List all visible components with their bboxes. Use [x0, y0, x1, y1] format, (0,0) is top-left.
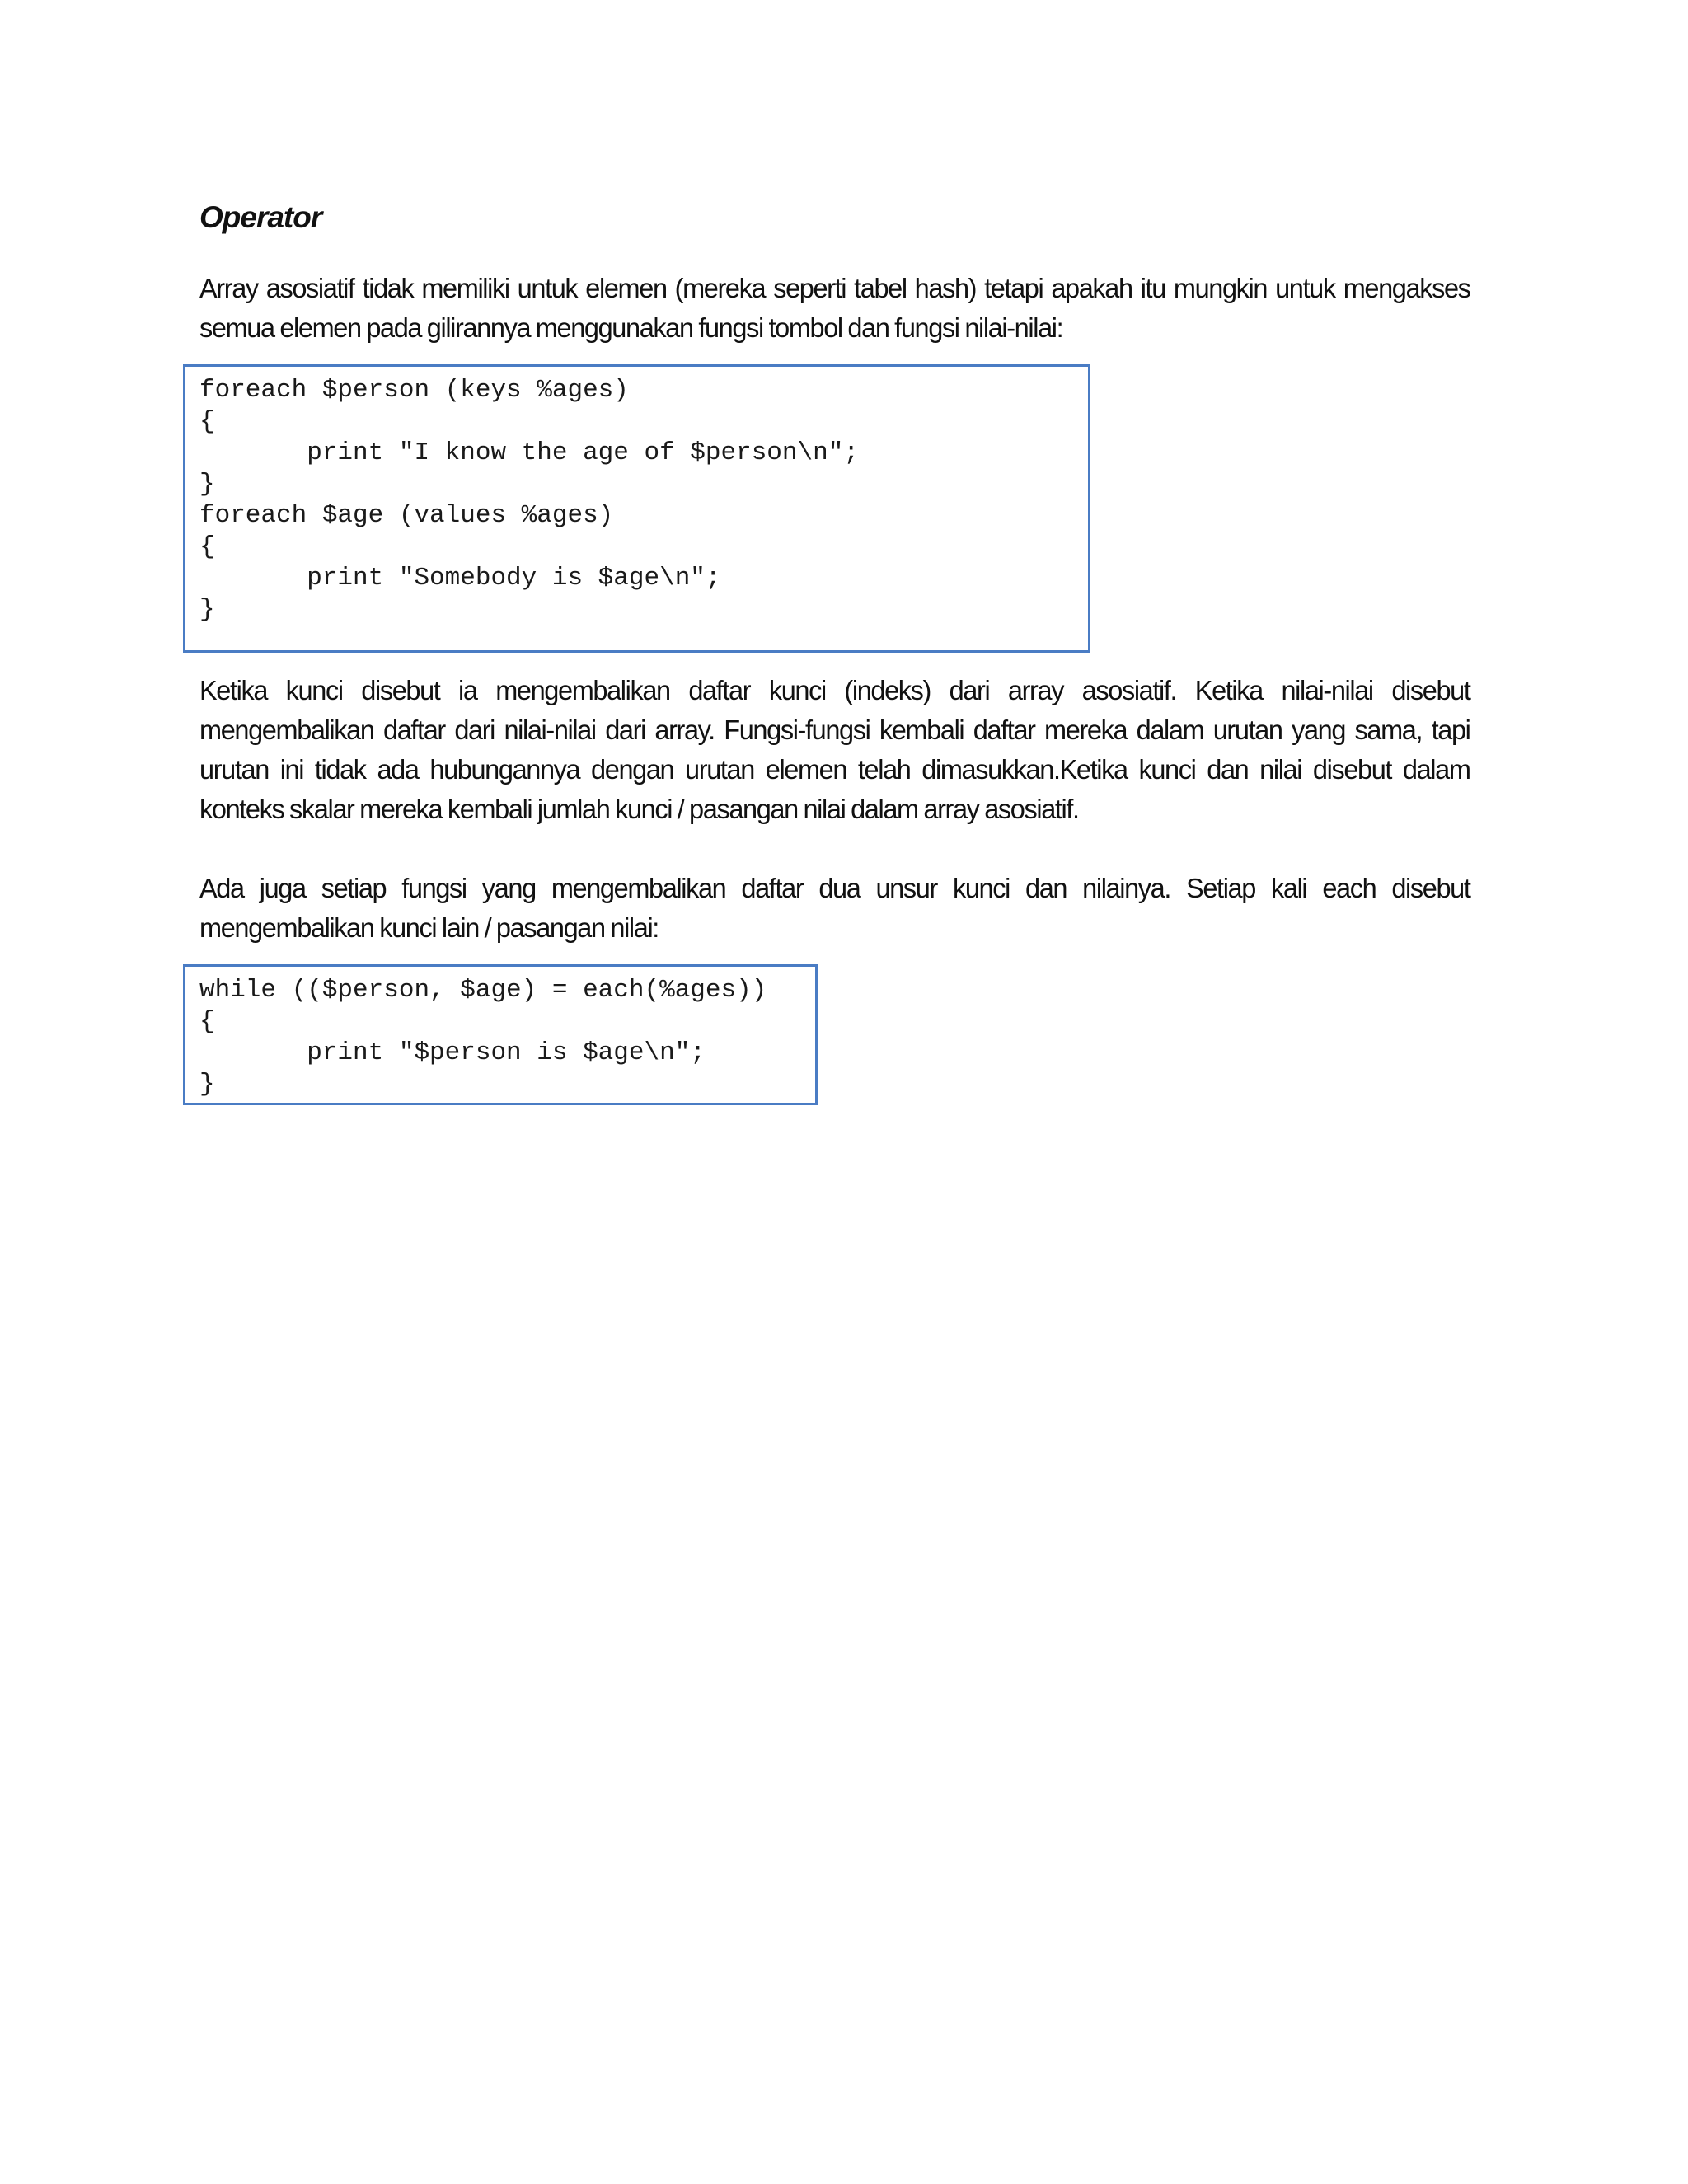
code-line: {	[199, 1007, 215, 1036]
code-line: while (($person, $age) = each(%ages))	[199, 976, 767, 1005]
paragraph-spacer	[199, 829, 1489, 869]
code-line: }	[199, 1070, 215, 1099]
code-line: print "Somebody is $age\n";	[199, 564, 721, 593]
document-page	[199, 198, 1489, 1105]
code-line: {	[199, 532, 215, 561]
code-line: }	[199, 595, 215, 624]
code-line: {	[199, 407, 215, 436]
explanation-paragraph: Ketika kunci disebut ia mengembalikan daftar kunci (indeks) dari array asosiatif. Ketika nilai-nilai disebut mengembalikan daftar dari nilai-nilai dari array. Fungsi-fungsi kembali daftar mereka dalam urutan yang sama, tapi urutan ini tidak ada hubungannya dengan urutan elemen telah dimasukkan.Ketika kunci dan nilai disebut dalam konteks skalar mereka kembali jumlah kunci / pasangan nilai dalam array asosiatif.	[199, 675, 1470, 824]
intro-paragraph: Array asosiatif tidak memiliki untuk elemen (mereka seperti tabel hash) tetapi apakah itu mungkin untuk mengakses semua elemen pada gilirannya menggunakan fungsi tombol dan fungsi nilai-nilai:	[199, 273, 1470, 343]
each-paragraph: Ada juga setiap fungsi yang mengembalikan daftar dua unsur kunci dan nilainya. Setiap kali each disebut mengembalikan kunci lain / pasangan nilai:	[199, 873, 1470, 943]
code-block-foreach	[183, 364, 1090, 653]
code-block-while-each	[183, 964, 818, 1105]
code-line: }	[199, 470, 215, 499]
code-line: print "I know the age of $person\n";	[199, 438, 859, 467]
code-line: foreach $age (values %ages)	[199, 501, 614, 530]
code-line: foreach $person (keys %ages)	[199, 376, 629, 405]
section-heading: Operator	[199, 200, 322, 234]
code-line: print "$person is $age\n";	[199, 1038, 706, 1067]
